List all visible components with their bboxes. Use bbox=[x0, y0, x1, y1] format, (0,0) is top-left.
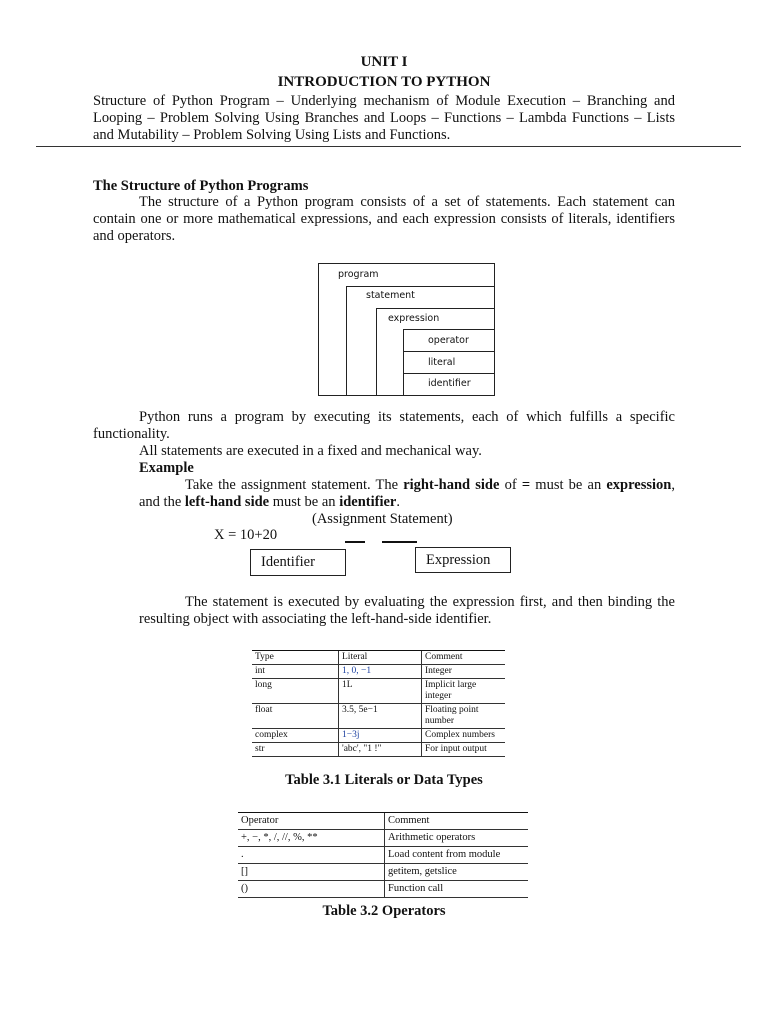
structure-paragraph: The structure of a Python program consists of a set of statements. Each statement can contain one or more mathematical expressions, and each expression consists of literals, identifiers and operators. bbox=[93, 194, 675, 244]
table-cell: 3.5, 5e−1 bbox=[339, 704, 422, 729]
table-cell: complex bbox=[252, 729, 339, 743]
example-label: Example bbox=[139, 460, 194, 476]
binding-paragraph: The statement is executed by evaluating the expression first, and then binding the resulting object with associating the left-hand-side identifier. bbox=[139, 594, 675, 627]
mechanical-line: All statements are executed in a fixed and mechanical way. bbox=[139, 443, 482, 459]
ex-eq: = bbox=[521, 477, 531, 493]
table-cell: getitem, getslice bbox=[385, 864, 529, 881]
ex-expression: expression bbox=[606, 477, 672, 493]
table-row bbox=[238, 847, 528, 864]
underline-mark-2 bbox=[382, 541, 417, 543]
identifier-label: identifier bbox=[428, 378, 471, 389]
table-cell: float bbox=[252, 704, 339, 729]
table-cell: 1, 0, −1 bbox=[339, 665, 422, 679]
table-cell: str bbox=[252, 743, 339, 757]
table1-caption: Table 3.1 Literals or Data Types bbox=[285, 772, 483, 788]
underline-mark-1 bbox=[345, 541, 365, 543]
table-row bbox=[238, 864, 528, 881]
example-paragraph bbox=[139, 477, 675, 511]
header-divider bbox=[36, 146, 741, 147]
table2-caption: Table 3.2 Operators bbox=[322, 903, 446, 919]
table-cell: Implicit large integer bbox=[422, 679, 506, 704]
table-cell: () bbox=[238, 881, 385, 898]
table-cell: Complex numbers bbox=[422, 729, 506, 743]
syllabus-text: Structure of Python Program – Underlying mechanism of Module Execution – Branching and Looping – Problem Solving Using Branches and Loops – Functions – Lambda Functions – Lists and Mutability – Problem Solving Using Lists and Functions. bbox=[93, 93, 675, 143]
table-cell: 'abc', "1 !" bbox=[339, 743, 422, 757]
page-title: INTRODUCTION TO PYTHON bbox=[277, 74, 491, 90]
table-header-row bbox=[252, 651, 505, 665]
program-label: program bbox=[338, 269, 379, 280]
table-row bbox=[238, 830, 528, 847]
operator-label: operator bbox=[428, 335, 469, 346]
table-header-cell: Comment bbox=[385, 813, 529, 830]
literals-table bbox=[252, 650, 505, 757]
runs-paragraph: Python runs a program by executing its statements, each of which fulfills a specific functionality. bbox=[93, 409, 675, 442]
table-row bbox=[238, 881, 528, 898]
table-row bbox=[252, 743, 505, 757]
ex-rhs: right-hand side bbox=[403, 477, 500, 493]
table-header-cell: Literal bbox=[339, 651, 422, 665]
assignment-code: X = 10+20 bbox=[214, 527, 278, 543]
table-cell: 1−3j bbox=[339, 729, 422, 743]
ex-text-5: must be an bbox=[269, 494, 340, 510]
table-cell: Integer bbox=[422, 665, 506, 679]
operators-table bbox=[238, 812, 528, 898]
table-row bbox=[252, 729, 505, 743]
ex-identifier: identifier bbox=[339, 494, 397, 510]
table-row bbox=[252, 665, 505, 679]
ex-text-2: of bbox=[499, 477, 522, 493]
unit-label: UNIT I bbox=[360, 54, 408, 70]
section-heading: The Structure of Python Programs bbox=[93, 178, 309, 194]
table-cell: For input output bbox=[422, 743, 506, 757]
ex-text-3: must be an bbox=[530, 477, 607, 493]
table-cell: Function call bbox=[385, 881, 529, 898]
table-header-row bbox=[238, 813, 528, 830]
literal-label: literal bbox=[428, 357, 456, 368]
ex-text-4: , and the bbox=[139, 477, 675, 510]
table-cell: long bbox=[252, 679, 339, 704]
expression-callout: Expression bbox=[415, 547, 511, 573]
assignment-caption: (Assignment Statement) bbox=[312, 511, 453, 527]
table-cell: int bbox=[252, 665, 339, 679]
statement-label: statement bbox=[366, 290, 415, 301]
ex-lhs: left-hand side bbox=[184, 494, 270, 510]
table-cell: Floating point number bbox=[422, 704, 506, 729]
table-cell: Arithmetic operators bbox=[385, 830, 529, 847]
ex-text-6: . bbox=[396, 494, 400, 510]
table-cell: +, −, *, /, //, %, ** bbox=[238, 830, 385, 847]
table-row bbox=[252, 679, 505, 704]
table-cell: 1L bbox=[339, 679, 422, 704]
table-header-cell: Comment bbox=[422, 651, 506, 665]
table-row bbox=[252, 704, 505, 729]
table-cell: . bbox=[238, 847, 385, 864]
table-header-cell: Type bbox=[252, 651, 339, 665]
table-header-cell: Operator bbox=[238, 813, 385, 830]
table-cell: [] bbox=[238, 864, 385, 881]
table-cell: Load content from module bbox=[385, 847, 529, 864]
ex-text-1: Take the assignment statement. The bbox=[185, 477, 404, 493]
expression-label: expression bbox=[388, 313, 440, 324]
identifier-callout: Identifier bbox=[250, 549, 346, 576]
